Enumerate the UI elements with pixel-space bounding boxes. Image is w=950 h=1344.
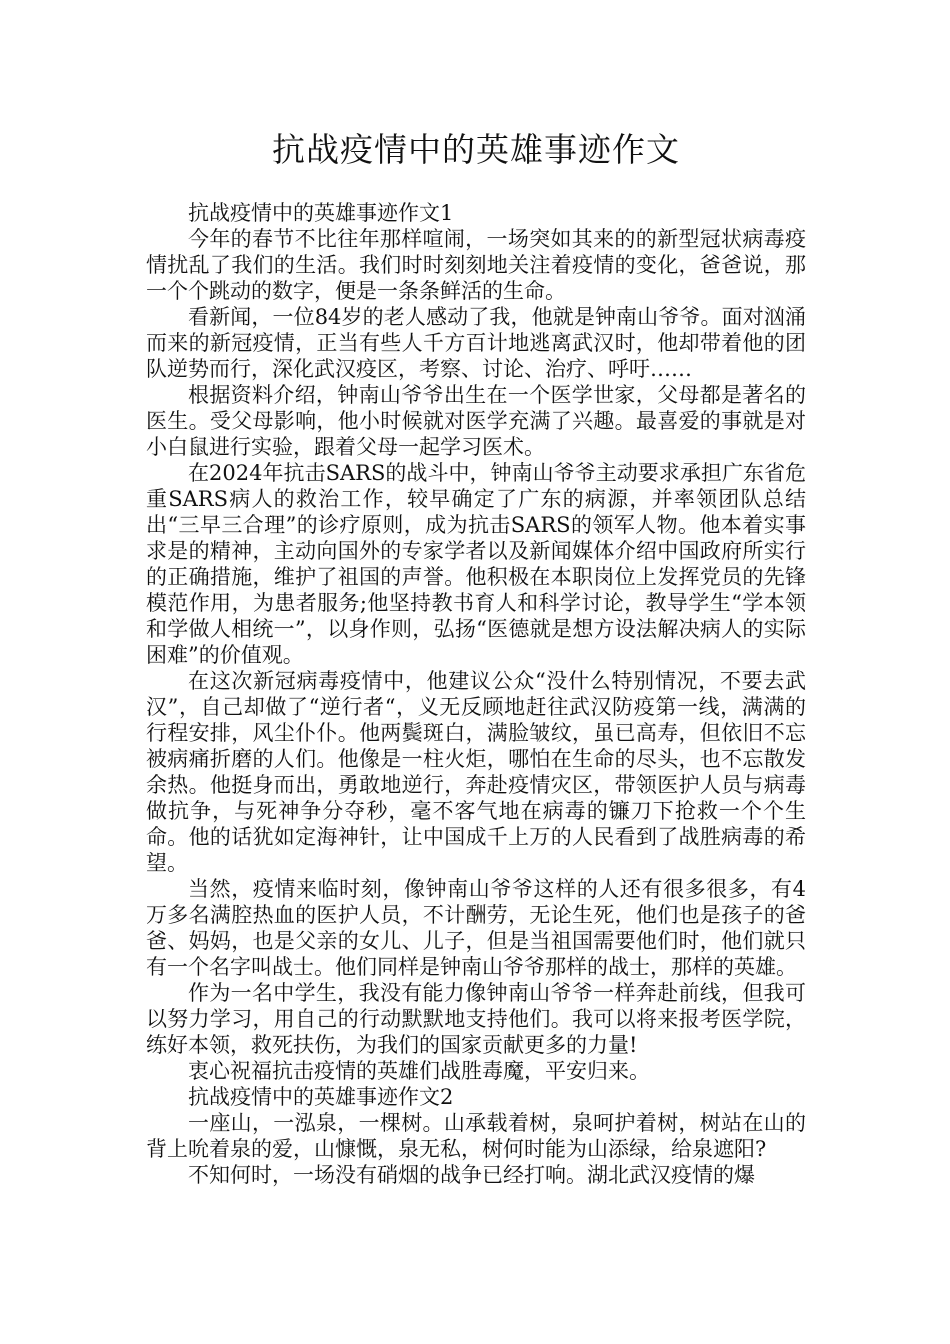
section-heading-1: 抗战疫情中的英雄事迹作文1: [188, 201, 454, 225]
paragraph-5: 在这次新冠病毒疫情中，他建议公众“没什么特别情况，不要去武汉”，自己却做了“逆行者“，义无反顾地赶往武汉防疫第一线，满满的行程安排，风尘仆仆。他两鬓斑白，满脸皱纹，虽已高寿，但依旧不忘被病痛折磨的人们。他像是一柱火炬，哪怕在生命的尽头，也不忘散发余热。他挺身而出，勇敢地逆行，奔赴疫情灾区，带领医护人员与病毒做抗争，与死神争分夺秒，毫不客气地在病毒的镰刀下抢救一个个生命。他的话犹如定海神针，让中国成千上万的人民看到了战胜病毒的希望。: [146, 669, 806, 875]
paragraph-4: 在2024年抗击SARS的战斗中，钟南山爷爷主动要求承担广东省危重SARS病人的救治工作，较早确定了广东的病源，并率领团队总结出“三早三合理”的诊疗原则，成为抗击SARS的领军人物。他本着实事求是的精神，主动向国外的专家学者以及新闻媒体介绍中国政府所实行的正确措施，维护了祖国的声誉。他积极在本职岗位上发挥党员的先锋模范作用，为患者服务;他坚持教书育人和科学讨论，教导学生“学本领和学做人相统一”，以身作则，弘扬“医德就是想方设法解决病人的实际困难”的价值观。: [146, 461, 806, 667]
paragraph-3: 根据资料介绍，钟南山爷爷出生在一个医学世家，父母都是著名的医生。受父母影响，他小时候就对医学充满了兴趣。最喜爱的事就是对小白鼠进行实验，跟着父母一起学习医术。: [146, 383, 806, 459]
document-title: 抗战疫情中的英雄事迹作文: [272, 130, 680, 169]
paragraph-6: 当然，疫情来临时刻，像钟南山爷爷这样的人还有很多很多，有4万多名满腔热血的医护人员，不计酬劳，无论生死，他们也是孩子的爸爸、妈妈，也是父亲的女儿、儿子，但是当祖国需要他们时，他们就只有一个名字叫战士。他们同样是钟南山爷爷那样的战士，那样的英雄。: [146, 877, 806, 979]
paragraph-1: 今年的春节不比往年那样喧闹，一场突如其来的的新型冠状病毒疫情扰乱了我们的生活。我们时时刻刻地关注着疫情的变化，爸爸说，那一个个跳动的数字，便是一条条鲜活的生命。: [146, 227, 806, 303]
paragraph-10: 不知何时，一场没有硝烟的战争已经打响。湖北武汉疫情的爆: [188, 1163, 755, 1187]
paragraph-8: 衷心祝福抗击疫情的英雄们战胜毒魔，平安归来。: [188, 1059, 650, 1083]
paragraph-9: 一座山，一泓泉，一棵树。山承载着树，泉呵护着树，树站在山的背上吮着泉的爱，山慷慨，泉无私，树何时能为山添绿，给泉遮阳?: [146, 1111, 806, 1161]
paragraph-7: 作为一名中学生，我没有能力像钟南山爷爷一样奔赴前线，但我可以努力学习，用自己的行动默默地支持他们。我可以将来报考医学院，练好本领，救死扶伤，为我们的国家贡献更多的力量!: [146, 981, 806, 1057]
section-heading-2: 抗战疫情中的英雄事迹作文2: [188, 1085, 454, 1109]
document-page: [146, 0, 806, 1188]
paragraph-2: 看新闻，一位84岁的老人感动了我，他就是钟南山爷爷。面对汹涌而来的新冠疫情，正当有些人千方百计地逃离武汉时，他却带着他的团队逆势而行，深化武汉疫区，考察、讨论、治疗、呼吁……: [146, 305, 806, 381]
document-body: [146, 200, 806, 1188]
